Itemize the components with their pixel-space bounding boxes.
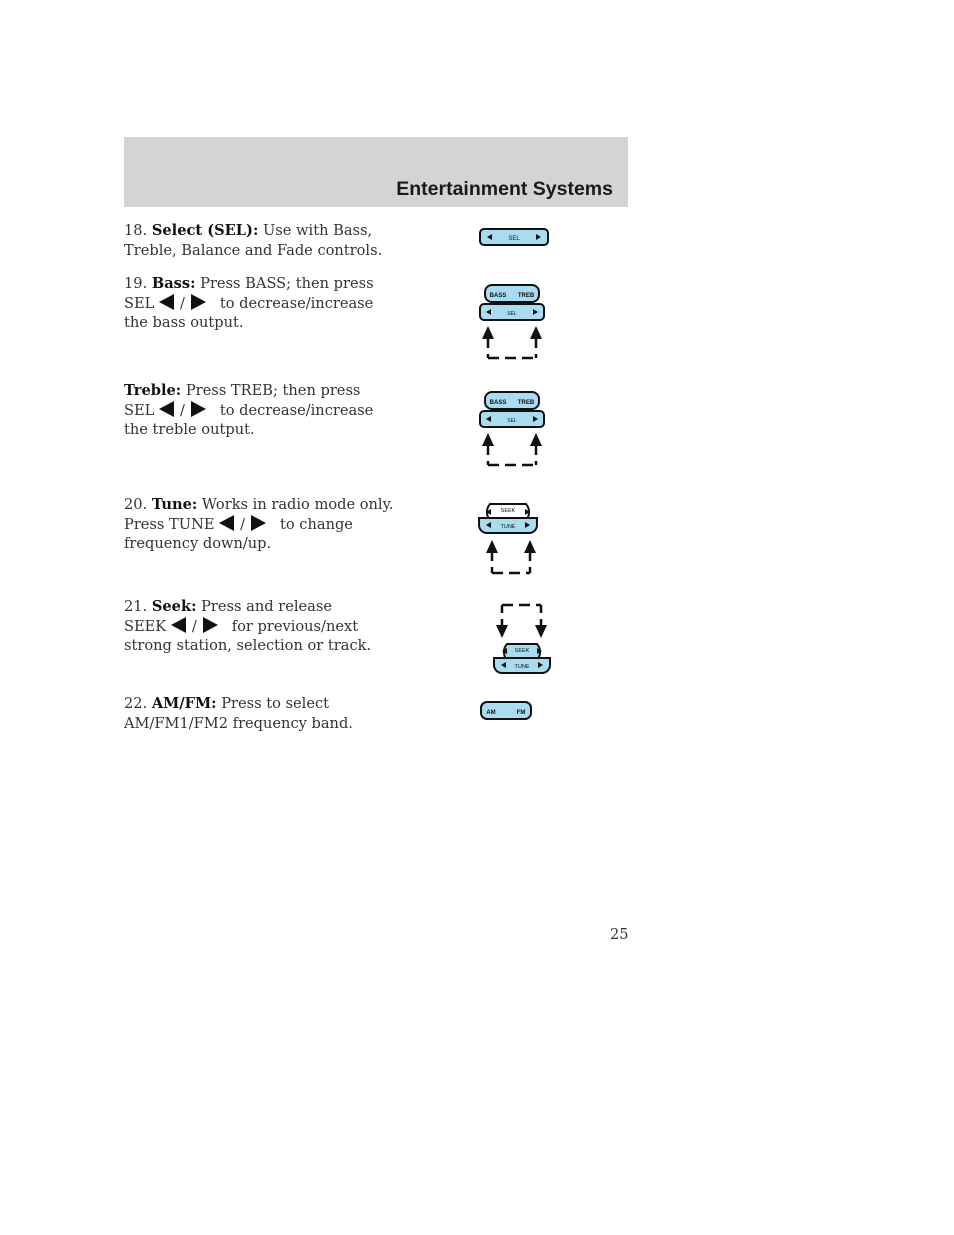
left-arrow-icon (171, 617, 186, 633)
item-term: AM/FM: (151, 695, 217, 712)
treble-control-figure (476, 389, 548, 471)
slash: / (179, 294, 185, 312)
item-number: 21. (124, 598, 148, 615)
fm-label: FM (516, 710, 526, 716)
left-arrow-icon (219, 515, 234, 531)
item-line: Treble, Balance and Fade controls. (124, 241, 383, 259)
item-line: Press to select (221, 695, 330, 712)
item-line: AM/FM1/FM2 frequency band. (124, 714, 353, 732)
item-19-text (124, 274, 374, 333)
item-term: Tune: (151, 496, 198, 513)
item-line: SEL (124, 294, 155, 312)
tune-label: TUNE (514, 664, 530, 670)
slash: / (191, 617, 197, 635)
item-line: to decrease/increase (219, 294, 374, 312)
item-line: Use with Bass, (262, 222, 373, 239)
item-line: Press TUNE (124, 515, 215, 533)
item-number: 22. (124, 695, 148, 712)
sel-label: SEL (507, 311, 517, 317)
item-21-text (124, 597, 371, 656)
item-term: Treble: (124, 382, 182, 399)
item-line: SEL (124, 401, 155, 419)
seek-label: SEEK (514, 648, 530, 654)
left-arrow-icon (159, 294, 174, 310)
bass-label: BASS (489, 293, 507, 299)
item-number: 19. (124, 275, 148, 292)
item-22-text (124, 694, 353, 733)
item-line: for previous/next (231, 617, 359, 635)
item-line: Press BASS; then press (200, 275, 374, 292)
item-20-text (124, 495, 394, 554)
bass-label: BASS (489, 400, 507, 406)
sel-label: SEL (508, 236, 520, 242)
slash: / (179, 401, 185, 419)
seek-label: SEEK (500, 508, 516, 514)
item-number: 20. (124, 496, 148, 513)
item-line: SEEK (124, 617, 167, 635)
sel-label: SEL (507, 418, 517, 424)
item-line: Press and release (201, 598, 332, 615)
page-title: Entertainment Systems (396, 178, 613, 200)
item-line: to decrease/increase (219, 401, 374, 419)
item-line: the treble output. (124, 421, 255, 439)
page-number: 25 (610, 926, 629, 943)
right-arrow-icon (203, 617, 218, 633)
item-number: 18. (124, 222, 148, 239)
right-arrow-icon (191, 401, 206, 417)
item-line: frequency down/up. (124, 535, 272, 553)
item-line: the bass output. (124, 314, 244, 332)
item-term: Bass: (151, 275, 196, 292)
item-treble-text (124, 381, 373, 440)
seek-control-figure (490, 601, 556, 679)
item-line: strong station, selection or track. (124, 637, 372, 655)
sel-button-figure (478, 227, 552, 249)
am-label: AM (486, 710, 496, 716)
header-band (124, 137, 628, 207)
left-arrow-icon (159, 401, 174, 417)
item-line: to change (280, 515, 353, 533)
item-line: Works in radio mode only. (201, 496, 394, 513)
item-line: Press TREB; then press (185, 382, 361, 399)
tune-label: TUNE (500, 524, 516, 530)
tune-control-figure (476, 499, 542, 579)
treb-label: TREB (517, 400, 535, 406)
am-fm-button-figure (479, 700, 535, 722)
treb-label: TREB (517, 293, 535, 299)
bass-control-figure (476, 282, 548, 364)
item-term: Select (SEL): (151, 222, 259, 239)
slash: / (240, 515, 246, 533)
right-arrow-icon (191, 294, 206, 310)
item-term: Seek: (151, 598, 197, 615)
right-arrow-icon (251, 515, 266, 531)
item-18-text (124, 221, 382, 260)
